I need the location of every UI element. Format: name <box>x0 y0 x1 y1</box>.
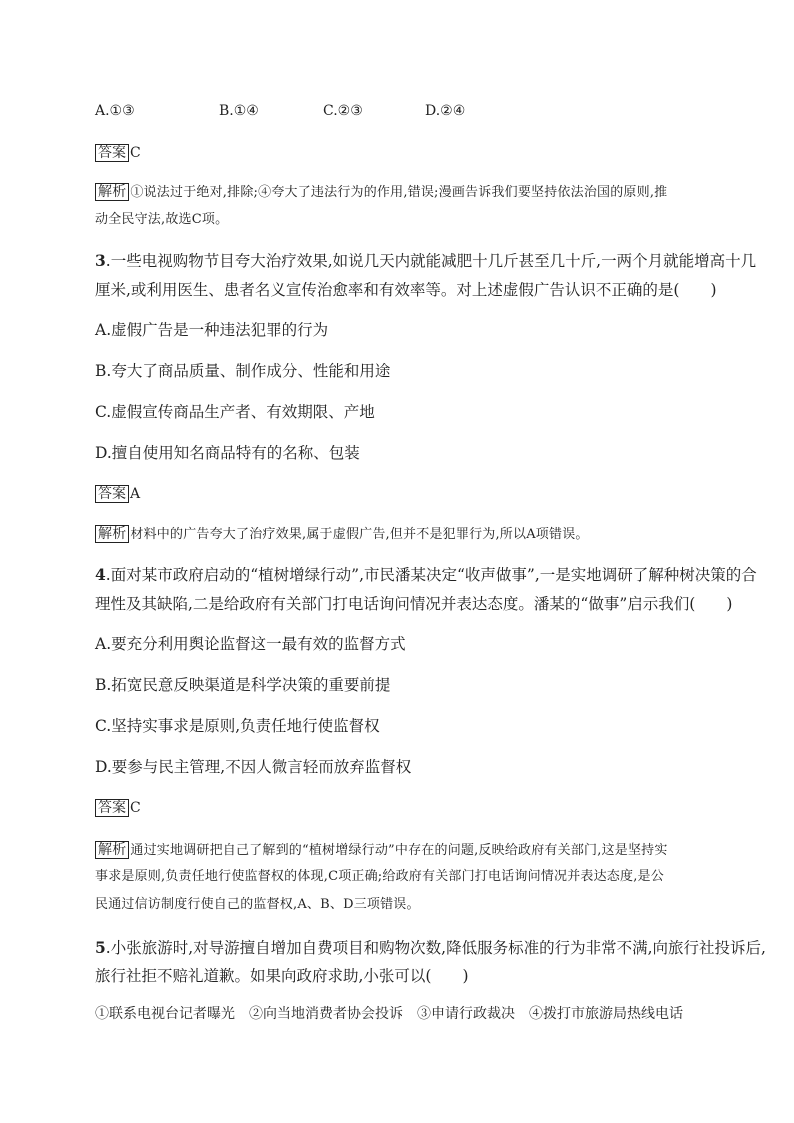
answer-value: C <box>130 800 141 816</box>
q4-option-a: A.要充分利用舆论监督这一最有效的监督方式 <box>95 635 406 653</box>
q4-option-b: B.拓宽民意反映渠道是科学决策的重要前提 <box>95 676 391 694</box>
question-number: 5 <box>95 938 106 957</box>
explanation-label: 解析 <box>95 525 129 543</box>
q2-answer <box>95 144 141 162</box>
q3-option-d: D.擅自使用知名商品特有的名称、包装 <box>95 444 360 462</box>
answer-value: A <box>130 486 141 502</box>
explanation-text: ①说法过于绝对,排除;④夸大了违法行为的作用,错误;漫画告诉我们要坚持依法治国的原则,推 <box>130 185 668 200</box>
question-text: .一些电视购物节目夸大治疗效果,如说几天内就能减肥十几斤甚至几十斤,一两个月就能增高十几 <box>105 252 757 270</box>
q3-option-c: C.虚假宣传商品生产者、有效期限、产地 <box>95 403 375 421</box>
q4-explanation-line-1 <box>95 841 668 859</box>
answer-label: 答案 <box>95 485 129 503</box>
q3-stem-line-2: 厘米,或利用医生、患者名义宣传治愈率和有效率等。对上述虚假广告认识不正确的是( ) <box>95 281 717 299</box>
question-text: .小张旅游时,对导游擅自增加自费项目和购物次数,降低服务标准的行为非常不满,向旅行社投诉后, <box>105 939 766 957</box>
q4-option-d: D.要参与民主管理,不因人微言轻而放弃监督权 <box>95 758 412 776</box>
q4-stem-line-1 <box>95 567 757 583</box>
q2-option-c: C.②③ <box>323 103 363 119</box>
q4-stem-line-2: 理性及其缺陷,二是给政府有关部门打电话询问情况并表达态度。潘某的“做事”启示我们( ) <box>95 595 733 613</box>
question-text: .面对某市政府启动的“植树增绿行动”,市民潘某决定“收声做事”,一是实地调研了解种树决策的合 <box>105 566 757 584</box>
q4-answer <box>95 799 141 817</box>
q3-explanation-line-1 <box>95 525 589 543</box>
answer-label: 答案 <box>95 144 129 162</box>
q2-option-b: B.①④ <box>219 103 259 119</box>
q4-option-c: C.坚持实事求是原则,负责任地行使监督权 <box>95 717 380 735</box>
explanation-text: 通过实地调研把自己了解到的“植树增绿行动”中存在的问题,反映给政府有关部门,这是坚持实 <box>130 843 668 858</box>
explanation-label: 解析 <box>95 841 129 859</box>
q4-explanation-line-3: 民通过信访制度行使自己的监督权,A、B、D三项错误。 <box>95 897 420 912</box>
answer-value: C <box>130 145 141 161</box>
explanation-text: 材料中的广告夸大了治疗效果,属于虚假广告,但并不是犯罪行为,所以A项错误。 <box>130 527 589 542</box>
q5-stem-line-1 <box>95 940 766 956</box>
q3-option-b: B.夸大了商品质量、制作成分、性能和用途 <box>95 362 391 380</box>
question-number: 3 <box>95 251 106 270</box>
q2-option-d: D.②④ <box>425 103 466 119</box>
q3-option-a: A.虚假广告是一种违法犯罪的行为 <box>95 321 329 339</box>
q5-choices: ①联系电视台记者曝光 ②向当地消费者协会投诉 ③申请行政裁决 ④拨打市旅游局热线电话 <box>95 1006 683 1022</box>
q2-option-a: A.①③ <box>95 103 135 119</box>
q4-explanation-line-2: 事求是原则,负责任地行使监督权的体现,C项正确;给政府有关部门打电话询问情况并表达态度,是公 <box>95 869 664 884</box>
q2-options <box>95 103 695 119</box>
question-number: 4 <box>95 565 106 584</box>
q2-explanation-line-2: 动全民守法,故选C项。 <box>95 212 229 227</box>
q3-stem-line-1 <box>95 253 756 269</box>
q3-answer <box>95 485 140 503</box>
answer-label: 答案 <box>95 799 129 817</box>
q5-stem-line-2: 旅行社拒不赔礼道歉。如果向政府求助,小张可以( ) <box>95 967 469 985</box>
explanation-label: 解析 <box>95 183 129 201</box>
q2-explanation-line-1 <box>95 183 667 201</box>
